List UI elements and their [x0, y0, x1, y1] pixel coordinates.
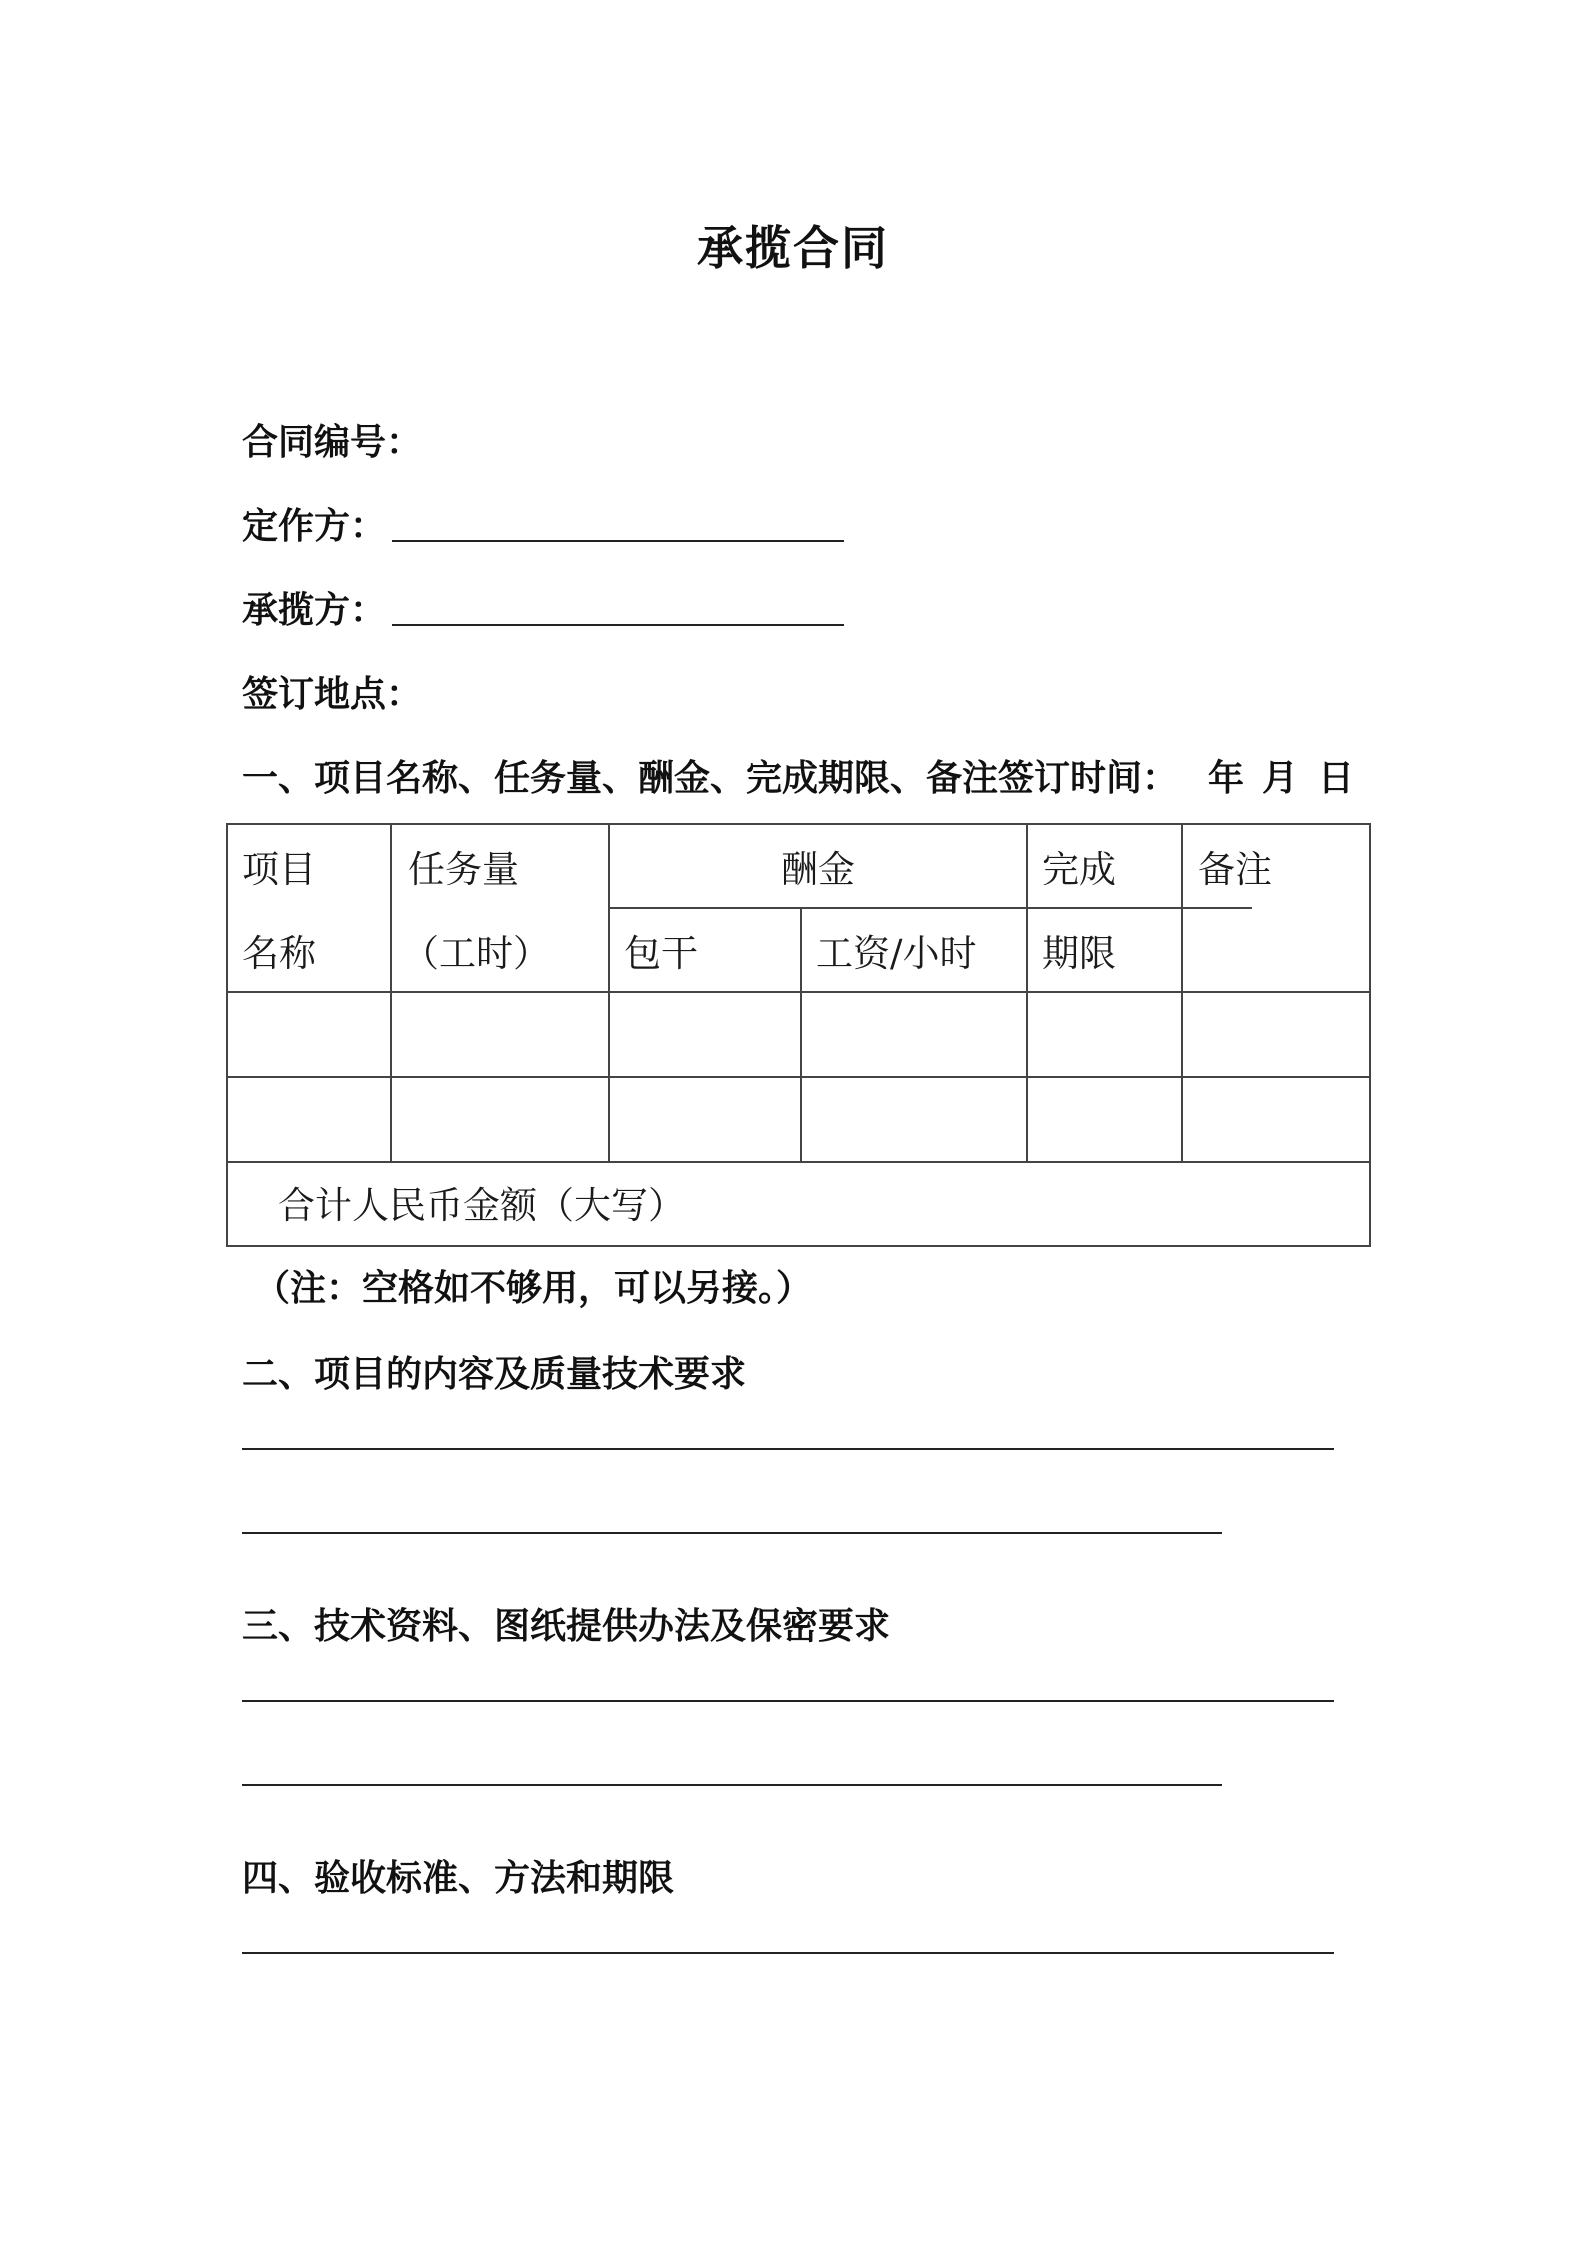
- section2-heading: 二、项目的内容及质量技术要求: [242, 1354, 747, 1395]
- table-rule-row2-bottom: [226, 1161, 1371, 1163]
- table-border-left: [226, 823, 228, 1247]
- header-workload-line2: （工时）: [402, 932, 550, 975]
- header-deadline-line1: 完成: [1042, 848, 1116, 891]
- table-col-line-3: [800, 907, 802, 1162]
- section4-heading: 四、验收标准、方法和期限: [242, 1858, 675, 1899]
- header-deadline-line2: 期限: [1042, 932, 1116, 975]
- section3-blank-line-1[interactable]: [242, 1700, 1334, 1702]
- contractor-blank-line[interactable]: [392, 624, 844, 626]
- table-rule-header-bottom: [226, 991, 1371, 993]
- section1-heading: 一、项目名称、任务量、酬金、完成期限、备注签订时间：: [242, 758, 1179, 799]
- ordering-party-blank-line[interactable]: [392, 540, 844, 542]
- header-workload-line1: 任务量: [408, 848, 519, 891]
- header-lump-sum: 包干: [624, 932, 698, 975]
- table-rule-row1-bottom: [226, 1076, 1371, 1078]
- header-hourly-wage: 工资/小时: [816, 932, 977, 975]
- contract-number-label: 合同编号：: [242, 422, 423, 463]
- document-title: 承揽合同: [697, 221, 889, 275]
- table-col-line-5: [1181, 823, 1183, 1162]
- section3-blank-line-2[interactable]: [242, 1784, 1222, 1786]
- ordering-party-label: 定作方：: [242, 506, 387, 547]
- section4-blank-line-1[interactable]: [242, 1952, 1334, 1954]
- table-col-line-1: [390, 823, 392, 1162]
- table-note: （注：空格如不够用，可以另接。）: [254, 1268, 813, 1309]
- signing-place-label: 签订地点：: [242, 674, 423, 715]
- total-amount-label: 合计人民币金额（大写）: [278, 1184, 685, 1227]
- section1-month: 月: [1262, 758, 1299, 799]
- table-border-top: [226, 823, 1371, 825]
- section1-day: 日: [1318, 758, 1355, 799]
- header-remuneration: 酬金: [781, 848, 855, 891]
- section1-year: 年: [1208, 758, 1245, 799]
- project-table: [226, 823, 1371, 1247]
- header-project-line2: 名称: [242, 932, 316, 975]
- table-border-bottom: [226, 1245, 1371, 1247]
- section3-heading: 三、技术资料、图纸提供办法及保密要求: [242, 1606, 891, 1647]
- section2-blank-line-1[interactable]: [242, 1448, 1334, 1450]
- table-col-line-2: [608, 823, 610, 1162]
- table-rule-remuneration: [608, 907, 1252, 909]
- header-project-line1: 项目: [242, 848, 316, 891]
- table-col-line-4: [1026, 823, 1028, 1162]
- table-border-right: [1369, 823, 1371, 1247]
- header-remarks: 备注: [1198, 848, 1272, 891]
- section2-blank-line-2[interactable]: [242, 1532, 1222, 1534]
- contractor-label: 承揽方：: [242, 590, 387, 631]
